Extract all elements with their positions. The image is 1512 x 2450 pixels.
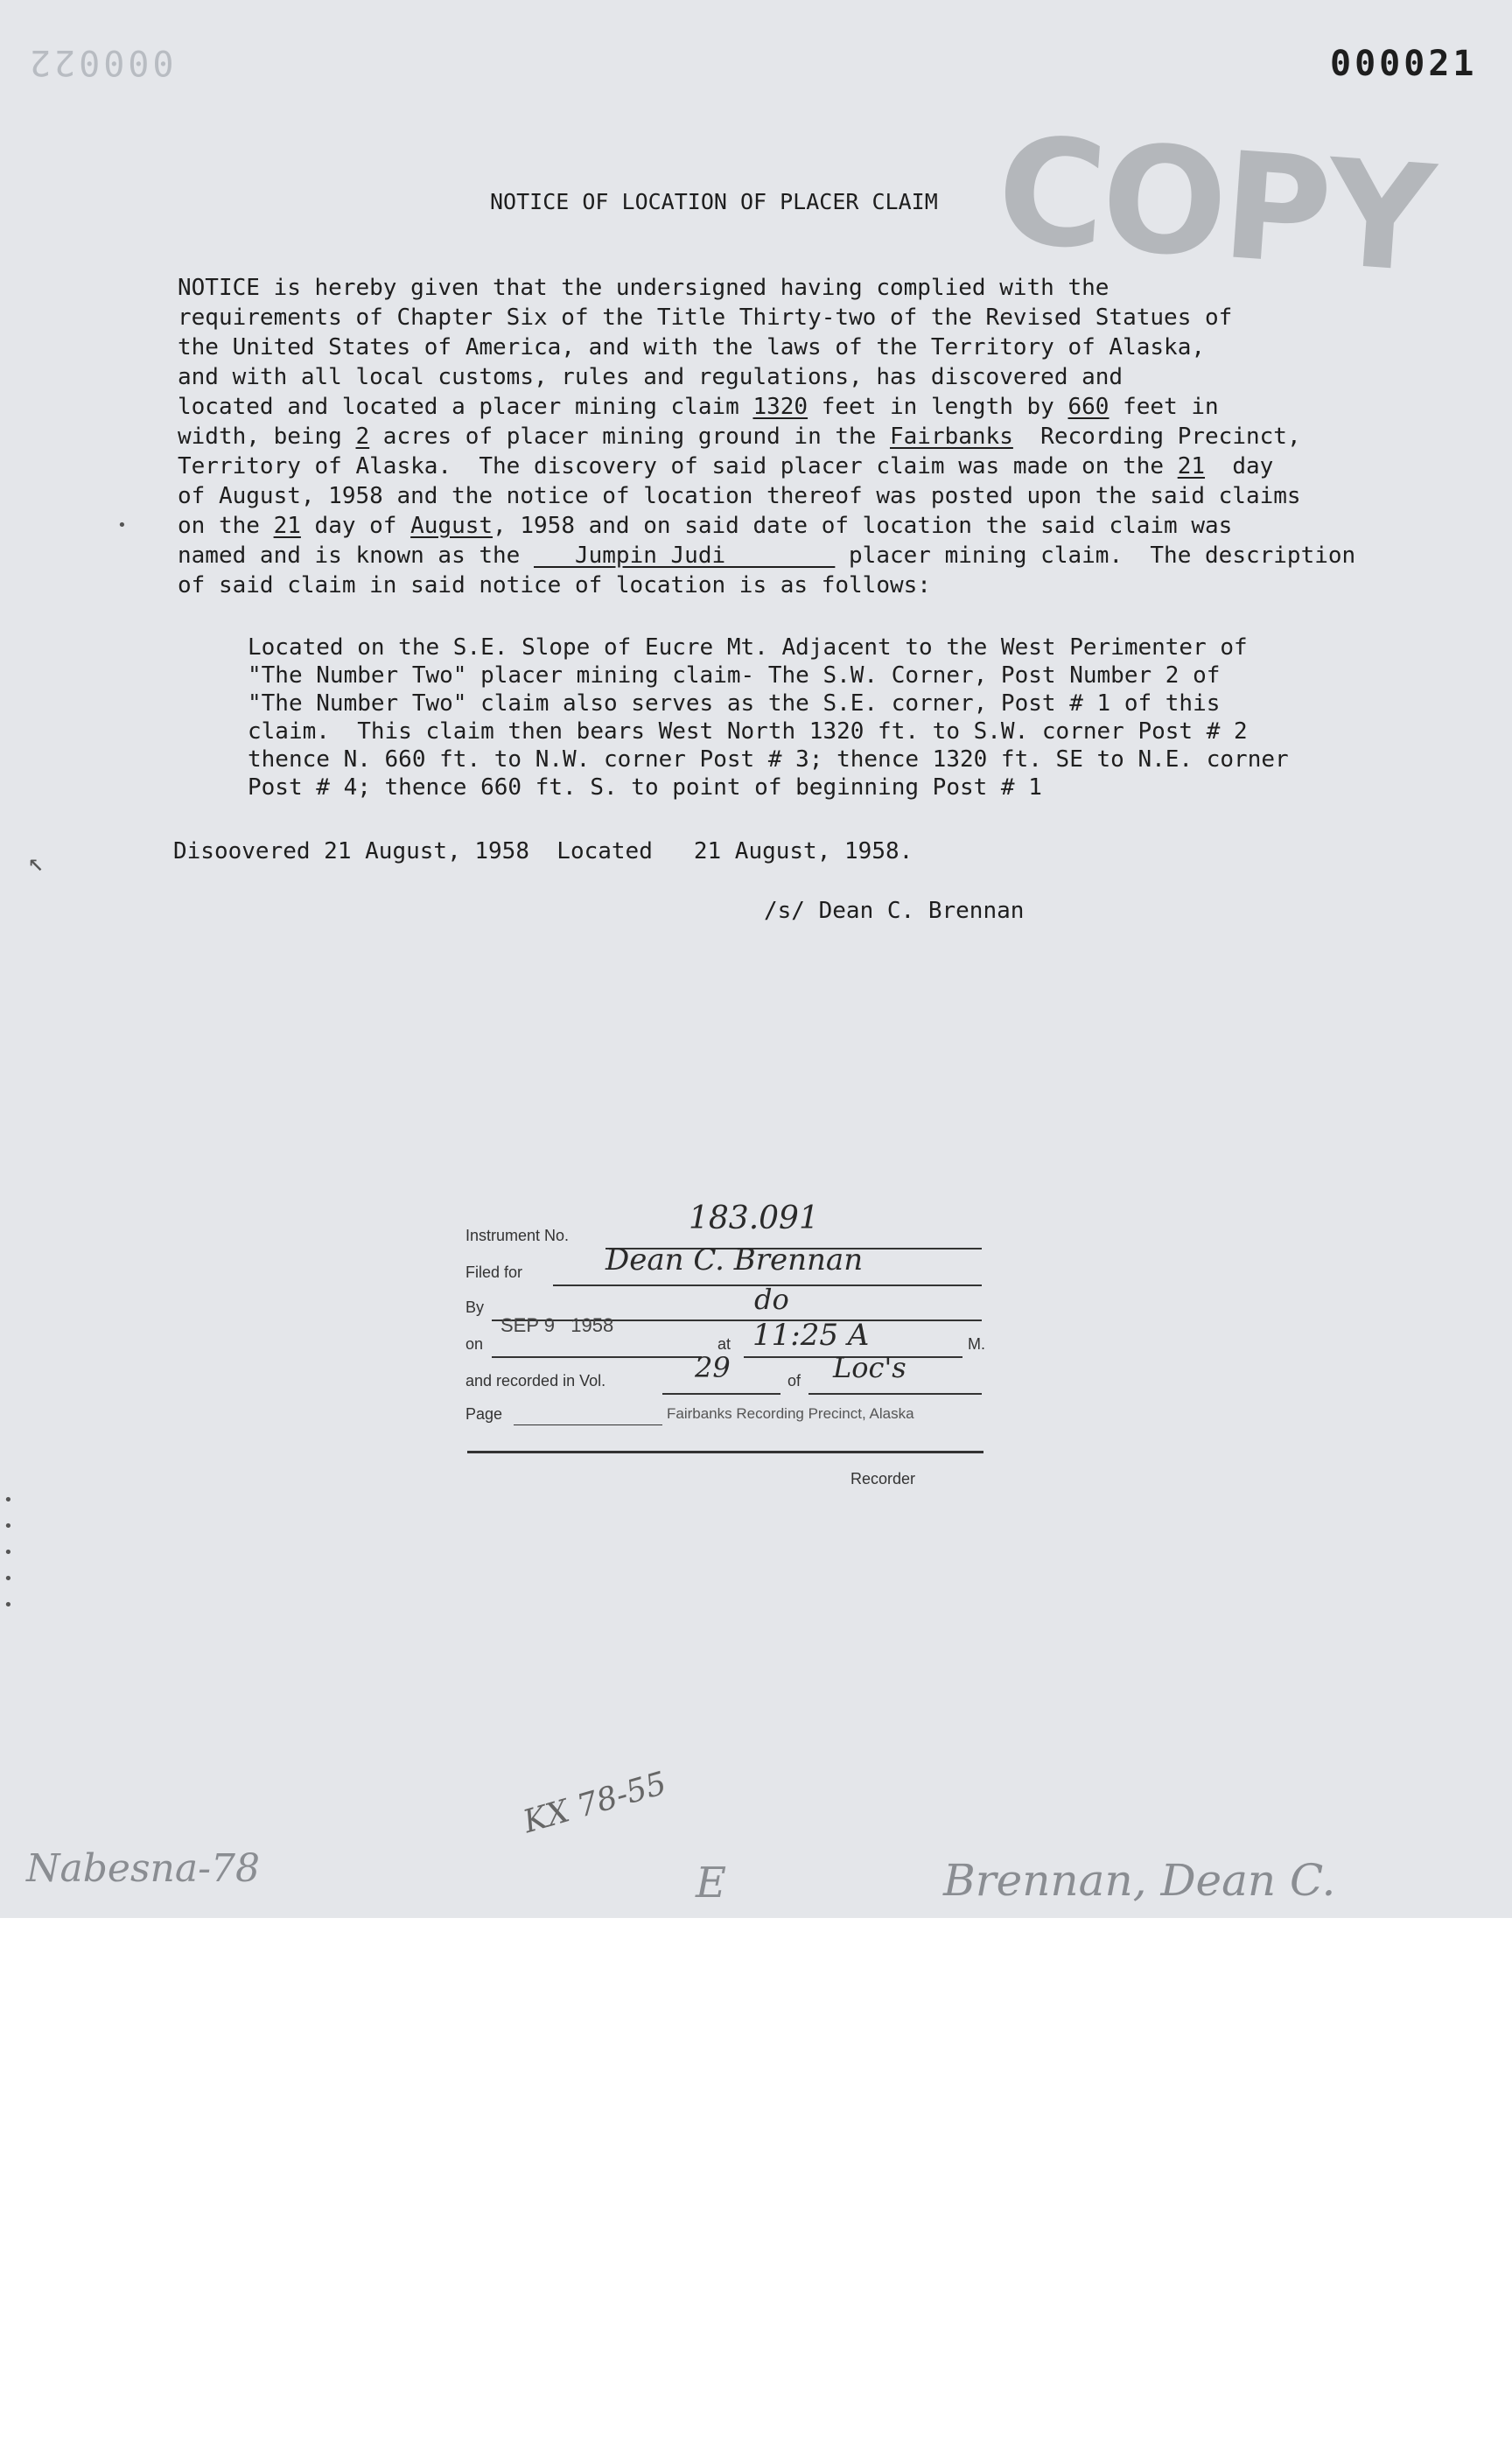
dot-mark: • — [117, 516, 127, 535]
bates-number-bleedthrough: 000022 — [26, 42, 174, 82]
at-value: 11:25 A — [752, 1318, 870, 1353]
of-value: Loc's — [833, 1351, 906, 1384]
body-line: and with all local customs, rules and regulations, has discovered and — [178, 364, 1124, 390]
text-segment: acres of placer mining ground in the — [369, 424, 890, 450]
document-title: NOTICE OF LOCATION OF PLACER CLAIM — [490, 189, 938, 214]
page-underline — [514, 1424, 662, 1425]
text-segment: , 1958 and on said date of location the said claim was — [493, 513, 1233, 539]
recorder-label: Recorder — [850, 1470, 916, 1488]
of-underline — [808, 1393, 982, 1395]
signature-line: /s/ Dean C. Brennan — [764, 898, 1025, 924]
description-line: claim. This claim then bears West North 1320 ft. to S.W. corner Post # 2 — [248, 718, 1248, 745]
claim-length: 1320 — [752, 394, 808, 420]
by-value: do — [754, 1283, 789, 1316]
claim-name-line — [178, 541, 1446, 570]
copy-stamp: COPY — [991, 103, 1437, 306]
handwritten-area-note: Nabesna-78 — [26, 1846, 260, 1891]
on-underline — [492, 1356, 702, 1358]
vol-value: 29 — [695, 1351, 731, 1384]
description-line: Post # 4; thence 660 ft. S. to point of beginning Post # 1 — [248, 774, 1042, 801]
at-label: at — [718, 1335, 732, 1353]
body-line: NOTICE is hereby given that the undersigned having complied with the — [178, 275, 1110, 301]
m-label: M. — [968, 1335, 985, 1353]
claim-size-line — [178, 392, 1446, 422]
text-segment: Recording Precinct, — [1012, 424, 1301, 450]
bates-number: 000021 — [1330, 44, 1478, 84]
description-line: "The Number Two" placer mining claim- The S.W. Corner, Post Number 2 of — [248, 662, 1221, 689]
recording-precinct: Fairbanks — [889, 424, 1013, 450]
recorder-signature-line — [467, 1451, 984, 1453]
handwritten-code: KX 78-55 — [519, 1765, 671, 1841]
filed-label: Filed for — [466, 1264, 523, 1281]
instrument-value: 183.091 — [689, 1200, 819, 1236]
text-segment: located and located a placer mining claim — [178, 394, 753, 420]
text-segment: feet in — [1109, 394, 1219, 420]
notice-paragraph — [178, 273, 1446, 600]
claim-name: Jumpin Judi — [534, 542, 836, 569]
body-line: of said claim in said notice of location is as follows: — [178, 572, 931, 598]
body-line: the United States of America, and with the laws of the Territory of Alaska, — [178, 334, 1205, 360]
recorded-label: and recorded in Vol. — [466, 1372, 606, 1390]
location-date-line — [178, 511, 1446, 541]
filed-date-stamp: SEP 9 1958 — [500, 1314, 614, 1336]
edge-specks: • • • • • — [4, 1491, 13, 1614]
on-label: on — [466, 1335, 484, 1353]
claim-width: 660 — [1068, 394, 1110, 420]
recorder-row — [850, 1470, 915, 1488]
posted-line: of August, 1958 and the notice of location thereof was posted upon the said claims — [178, 483, 1301, 509]
text-segment: width, being — [178, 424, 356, 450]
discovery-day: 21 — [1177, 453, 1206, 480]
recording-form — [466, 1200, 990, 1505]
claim-description — [248, 634, 1455, 802]
discovery-line — [178, 452, 1446, 481]
body-line: requirements of Chapter Six of the Title Thirty-two of the Revised Statues of — [178, 304, 1233, 331]
handwritten-letter: E — [696, 1858, 727, 1908]
acres-line — [178, 422, 1446, 452]
page-label: Page — [466, 1405, 503, 1423]
text-segment: day of — [300, 513, 411, 539]
location-day: 21 — [273, 513, 301, 539]
instrument-label: Instrument No. — [466, 1227, 570, 1244]
description-line: "The Number Two" claim also serves as the S.E. corner, Post # 1 of this — [248, 690, 1221, 717]
text-segment: on the — [178, 513, 274, 539]
precinct-label: Fairbanks Recording Precinct, Alaska — [667, 1405, 914, 1422]
location-month: August — [410, 513, 494, 539]
filed-value: Dean C. Brennan — [606, 1242, 864, 1278]
description-line: Located on the S.E. Slope of Eucre Mt. Adjacent to the West Perimenter of — [248, 634, 1248, 661]
text-segment: day — [1205, 453, 1274, 480]
vol-underline — [662, 1393, 780, 1395]
by-label: By — [466, 1298, 485, 1316]
claim-acres: 2 — [355, 424, 370, 450]
text-segment: placer mining claim. The description — [835, 542, 1356, 569]
discovered-located-dates: Disoovered 21 August, 1958 Located 21 August, 1958. — [173, 838, 914, 864]
of-label: of — [788, 1372, 802, 1390]
description-line: thence N. 660 ft. to N.W. corner Post # 3; thence 1320 ft. SE to N.E. corner — [248, 746, 1289, 773]
arrow-icon: ↖ — [28, 847, 45, 878]
text-segment: feet in length by — [808, 394, 1068, 420]
text-segment: Territory of Alaska. The discovery of said placer claim was made on the — [178, 453, 1178, 480]
text-segment: named and is known as the — [178, 542, 534, 569]
handwritten-name-note: Brennan, Dean C. — [943, 1855, 1336, 1906]
